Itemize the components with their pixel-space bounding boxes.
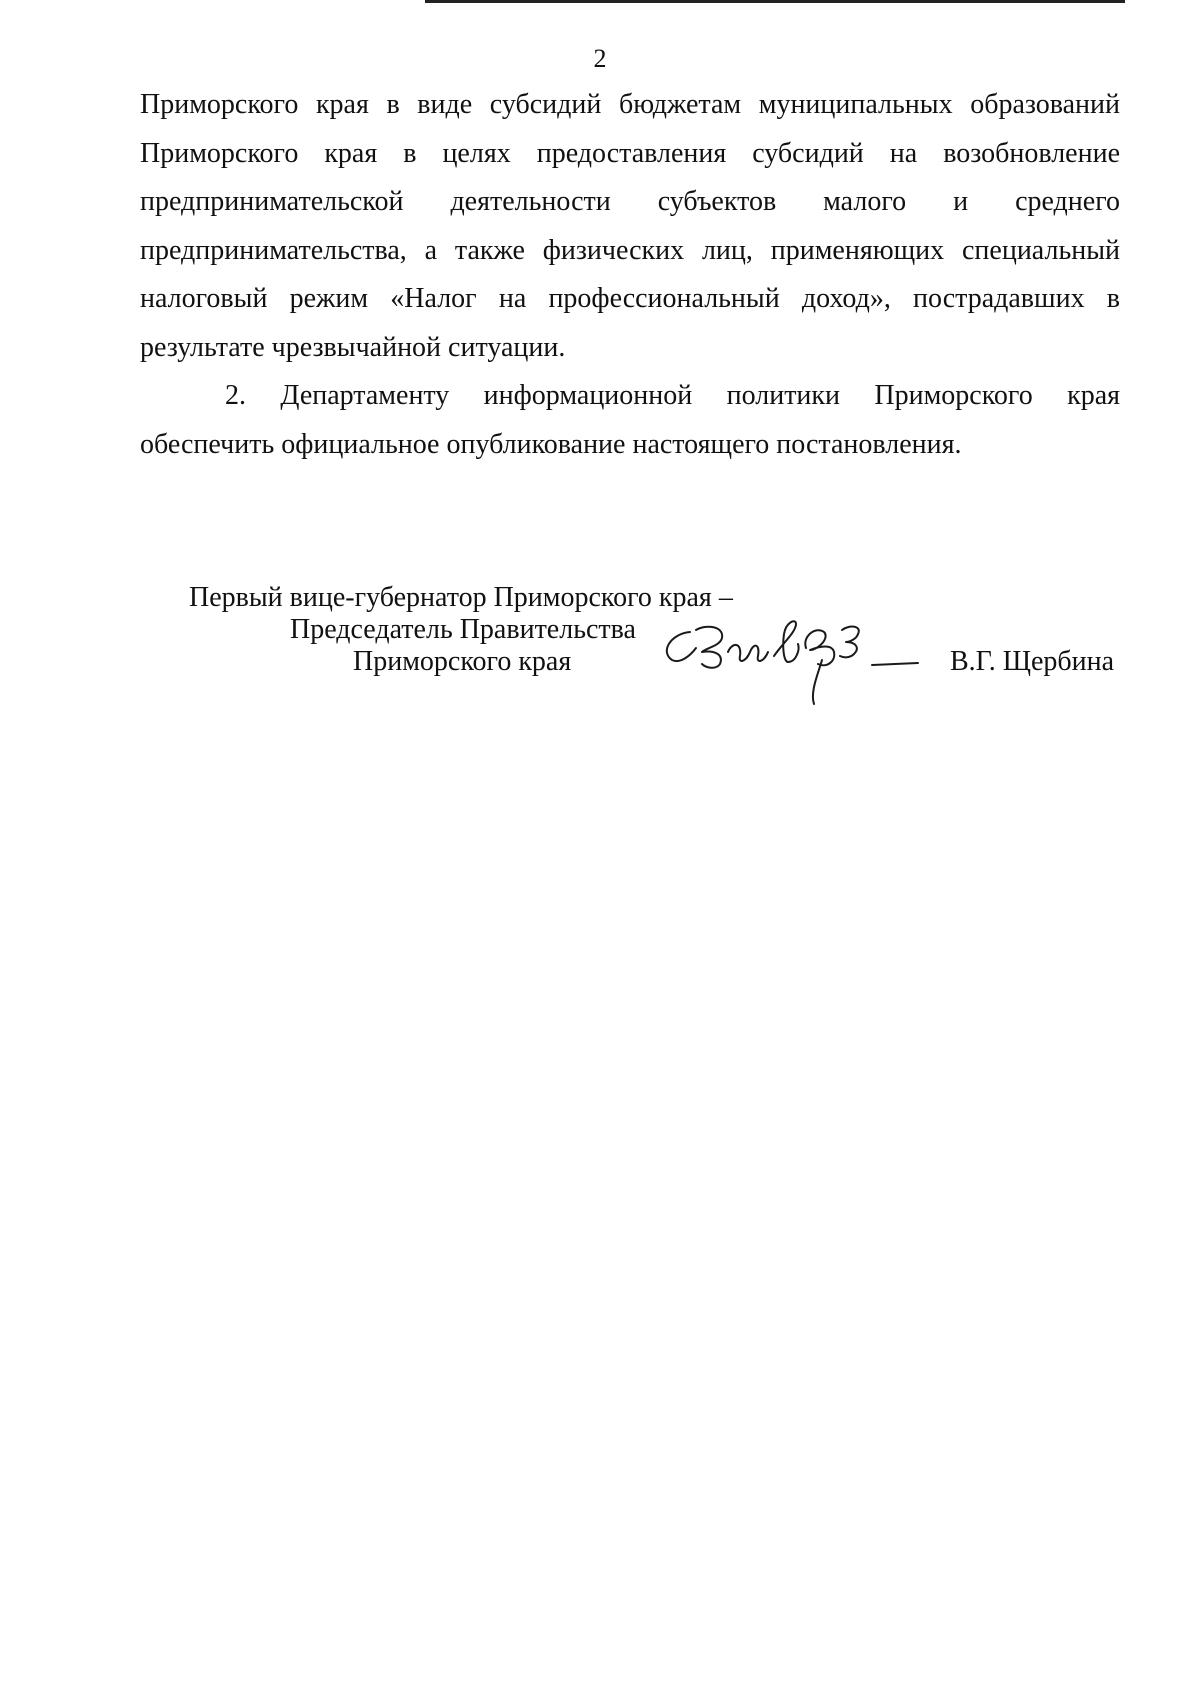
text-line: предпринимательской деятельности субъектов малого и среднего <box>140 186 1120 217</box>
handwritten-signature <box>650 612 950 712</box>
text-line: налоговый режим «Налог на профессиональный доход», пострадавших в <box>140 283 1120 314</box>
paragraph-continuation <box>140 81 1120 372</box>
signer-position-line-2: Председатель Правительства <box>290 614 636 645</box>
text-line: предпринимательства, а также физических лиц, применяющих специальный <box>140 234 1120 266</box>
page-number: 2 <box>593 44 607 73</box>
paragraph-item-2 <box>140 372 1120 469</box>
signer-name: В.Г. Щербина <box>950 646 1115 677</box>
text-line: Приморского края в целях предоставления субсидий на возобновление <box>140 137 1120 169</box>
text-line: обеспечить официальное опубликование настоящего постановления. <box>140 428 962 460</box>
text-line: Приморского края в виде субсидий бюджетам муниципальных образований <box>140 89 1120 120</box>
top-border-line <box>425 0 1125 3</box>
text-line: результате чрезвычайной ситуации. <box>140 331 566 363</box>
signer-position-line-1: Первый вице-губернатор Приморского края – <box>189 582 733 613</box>
text-line: 2. Департаменту информационной политики Приморского края <box>225 380 1120 411</box>
signer-position-line-3: Приморского края <box>353 646 572 677</box>
document-body <box>140 81 1120 469</box>
